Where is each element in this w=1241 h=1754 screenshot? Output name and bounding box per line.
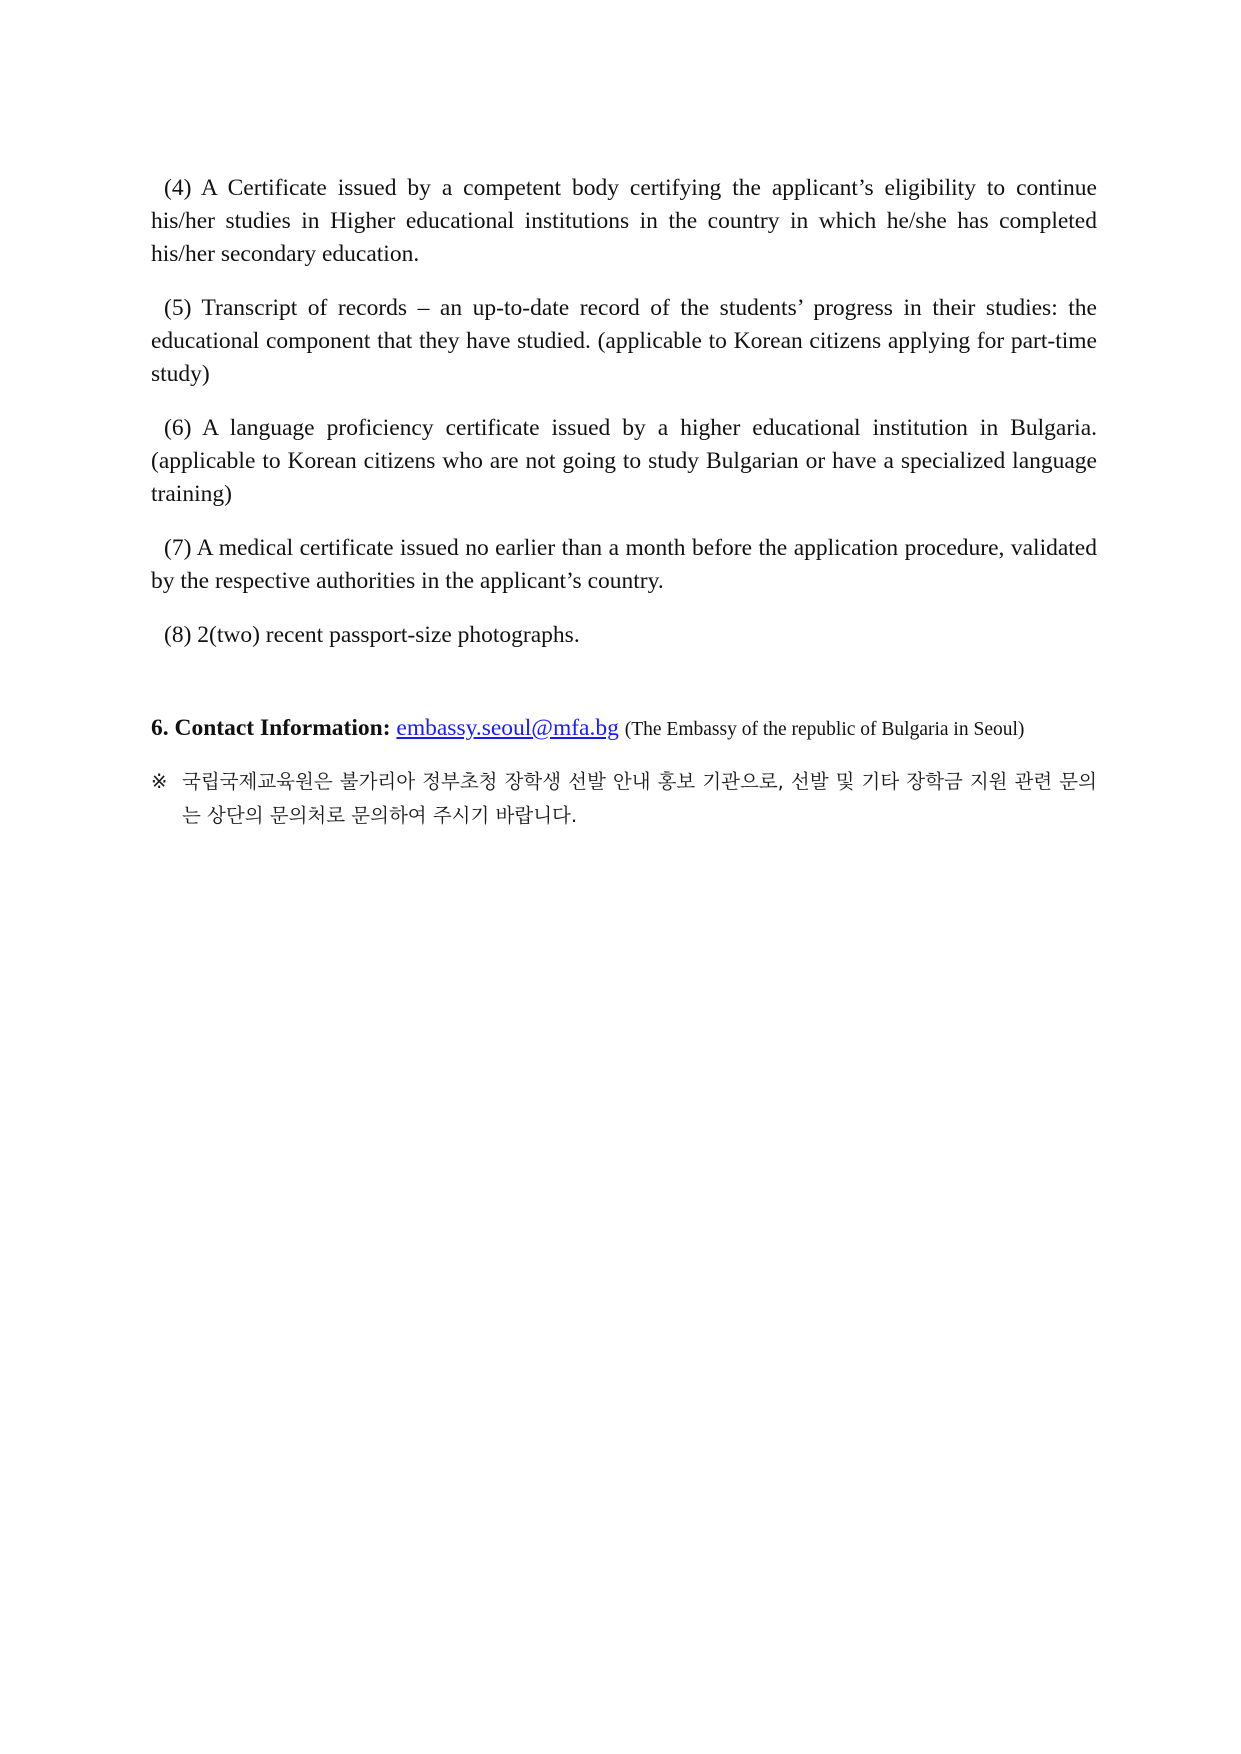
requirement-item-5: (5) Transcript of records – an up-to-date record of the students’ progress in their studies: the educational component that they have studied. (applicable to Korean citizens applying for part-time study) bbox=[151, 295, 1097, 387]
requirement-item-4: (4) A Certificate issued by a competent body certifying the applicant’s eligibility to continue his/her studies in Higher educational institutions in the country in which he/she has completed his/her secondary education. bbox=[151, 175, 1097, 267]
document-body bbox=[151, 172, 1097, 833]
contact-section bbox=[151, 712, 1097, 746]
korean-notice bbox=[151, 765, 1097, 833]
contact-heading: 6. Contact Information: bbox=[151, 715, 391, 741]
requirement-item-7: (7) A medical certificate issued no earlier than a month before the application procedure, validated by the respective authorities in the applicant’s country. bbox=[151, 535, 1097, 594]
contact-note: (The Embassy of the republic of Bulgaria in Seoul) bbox=[624, 719, 1025, 740]
requirement-item-8: (8) 2(two) recent passport-size photographs. bbox=[164, 622, 580, 648]
reference-mark-icon: ※ bbox=[151, 770, 168, 793]
korean-notice-text: 국립국제교육원은 불가리아 정부초청 장학생 선발 안내 홍보 기관으로, 선발 및 기타 장학금 지원 관련 문의는 상단의 문의처로 문의하여 주시기 바랍니다. bbox=[182, 770, 1097, 827]
requirement-item-6: (6) A language proficiency certificate issued by a higher educational institution in Bulgaria. (applicable to Korean citizens who are not going to study Bulgarian or have a specialized language training) bbox=[151, 415, 1097, 507]
contact-email-link[interactable]: embassy.seoul@mfa.bg bbox=[396, 715, 619, 741]
